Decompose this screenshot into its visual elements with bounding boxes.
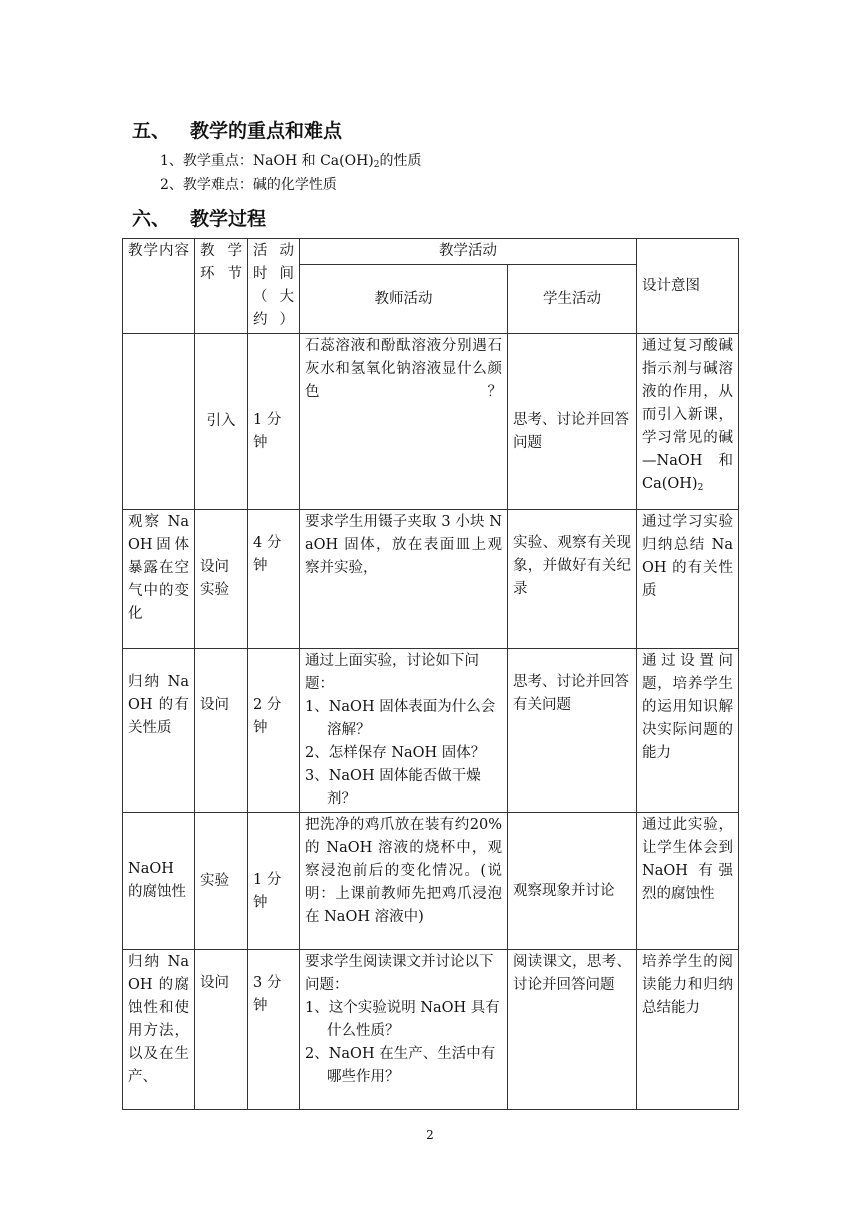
section-number: 六、 <box>132 208 171 230</box>
subscript: 2 <box>373 160 380 170</box>
section-heading-key-points <box>132 116 342 143</box>
cell-intent: 通过此实验，让学生体会到 NaOH 有强烈的腐蚀性 <box>637 813 739 950</box>
cell-time: 1 分钟 <box>248 813 300 950</box>
cell-intent: 通过学习实验归纳总结 NaOH 的有关性质 <box>637 510 739 649</box>
table-row <box>123 649 739 813</box>
cell-stage: 设问 <box>195 649 248 813</box>
cell-student: 思考、讨论并回答问题 <box>508 334 637 510</box>
cell-time: 1 分钟 <box>248 334 300 510</box>
header-stage: 教学环节 <box>195 239 248 334</box>
cell-content: 归纳 NaOH 的有关性质 <box>123 649 195 813</box>
cell-student: 观察现象并讨论 <box>508 813 637 950</box>
cell-intent: 通过复习酸碱指示剂与碱溶液的作用，从而引入新课，学习常见的碱—NaOH 和 $Ca(OH)_2$ <box>637 334 739 510</box>
table-row <box>123 813 739 950</box>
header-content: 教学内容 <box>123 239 195 334</box>
table-row <box>123 334 739 510</box>
teaching-process-table <box>122 238 739 1110</box>
difficult-point-line: 2、教学难点：碱的化学性质 <box>160 177 337 193</box>
cell-student: 实验、观察有关现象，并做好有关纪录 <box>508 510 637 649</box>
cell-stage: 引入 <box>195 334 248 510</box>
cell-content: 归纳 NaOH 的腐蚀性和使用方法，以及在生产、 <box>123 950 195 1110</box>
cell-content: 观察 NaOH固体暴露在空气中的变化 <box>123 510 195 649</box>
cell-teacher: 要求学生用镊子夹取 3 小块 NaOH 固体，放在表面皿上观察并实验， <box>300 510 508 649</box>
cell-teacher: 石蕊溶液和酚酞溶液分别遇石灰水和氢氧化钠溶液显什么颜色？ <box>300 334 508 510</box>
header-teacher: 教师活动 <box>300 265 508 334</box>
cell-time: 2 分钟 <box>248 649 300 813</box>
cell-intent: 培养学生的阅读能力和归纳总结能力 <box>637 950 739 1110</box>
subscript: 2 <box>697 483 704 493</box>
table-row <box>123 950 739 1110</box>
cell-stage: 实验 <box>195 813 248 950</box>
cell-content <box>123 334 195 510</box>
table-header-row <box>123 239 739 265</box>
header-time: 活动时间（大约） <box>248 239 300 334</box>
cell-stage: 设问实验 <box>195 510 248 649</box>
section-number: 五、 <box>132 120 171 142</box>
header-intent: 设计意图 <box>637 239 739 334</box>
section-title: 教学的重点和难点 <box>190 120 343 142</box>
cell-student: 阅读课文，思考、讨论并回答问题 <box>508 950 637 1110</box>
header-activities: 教学活动 <box>300 239 637 265</box>
cell-time: 3 分钟 <box>248 950 300 1110</box>
table-row <box>123 510 739 649</box>
cell-stage: 设问 <box>195 950 248 1110</box>
cell-teacher: 通过上面实验，讨论如下问题： 1、NaOH 固体表面为什么会溶解？ 2、怎样保存 NaOH 固体？ 3、NaOH 固体能否做干燥剂？ <box>300 649 508 813</box>
cell-student: 思考、讨论并回答有关问题 <box>508 649 637 813</box>
cell-time: 4 分钟 <box>248 510 300 649</box>
cell-intent: 通过设置问题，培养学生的运用知识解决实际问题的能力 <box>637 649 739 813</box>
key-point-line: 1、教学重点：NaOH 和 $Ca(OH)_2$的性质 <box>160 153 422 170</box>
cell-content: NaOH 的腐蚀性 <box>123 813 195 950</box>
cell-teacher: 要求学生阅读课文并讨论以下问题： 1、这个实验说明 NaOH 具有什么性质？ 2、NaOH 在生产、生活中有哪些作用？ <box>300 950 508 1110</box>
header-student: 学生活动 <box>508 265 637 334</box>
page-number: 2 <box>426 1128 434 1142</box>
section-title: 教学过程 <box>190 208 267 230</box>
section-heading-process <box>132 204 266 231</box>
cell-teacher: 把洗净的鸡爪放在装有约20%的 NaOH 溶液的烧杯中，观察浸泡前后的变化情况。(说明：上课前教师先把鸡爪浸泡在 NaOH 溶液中) <box>300 813 508 950</box>
